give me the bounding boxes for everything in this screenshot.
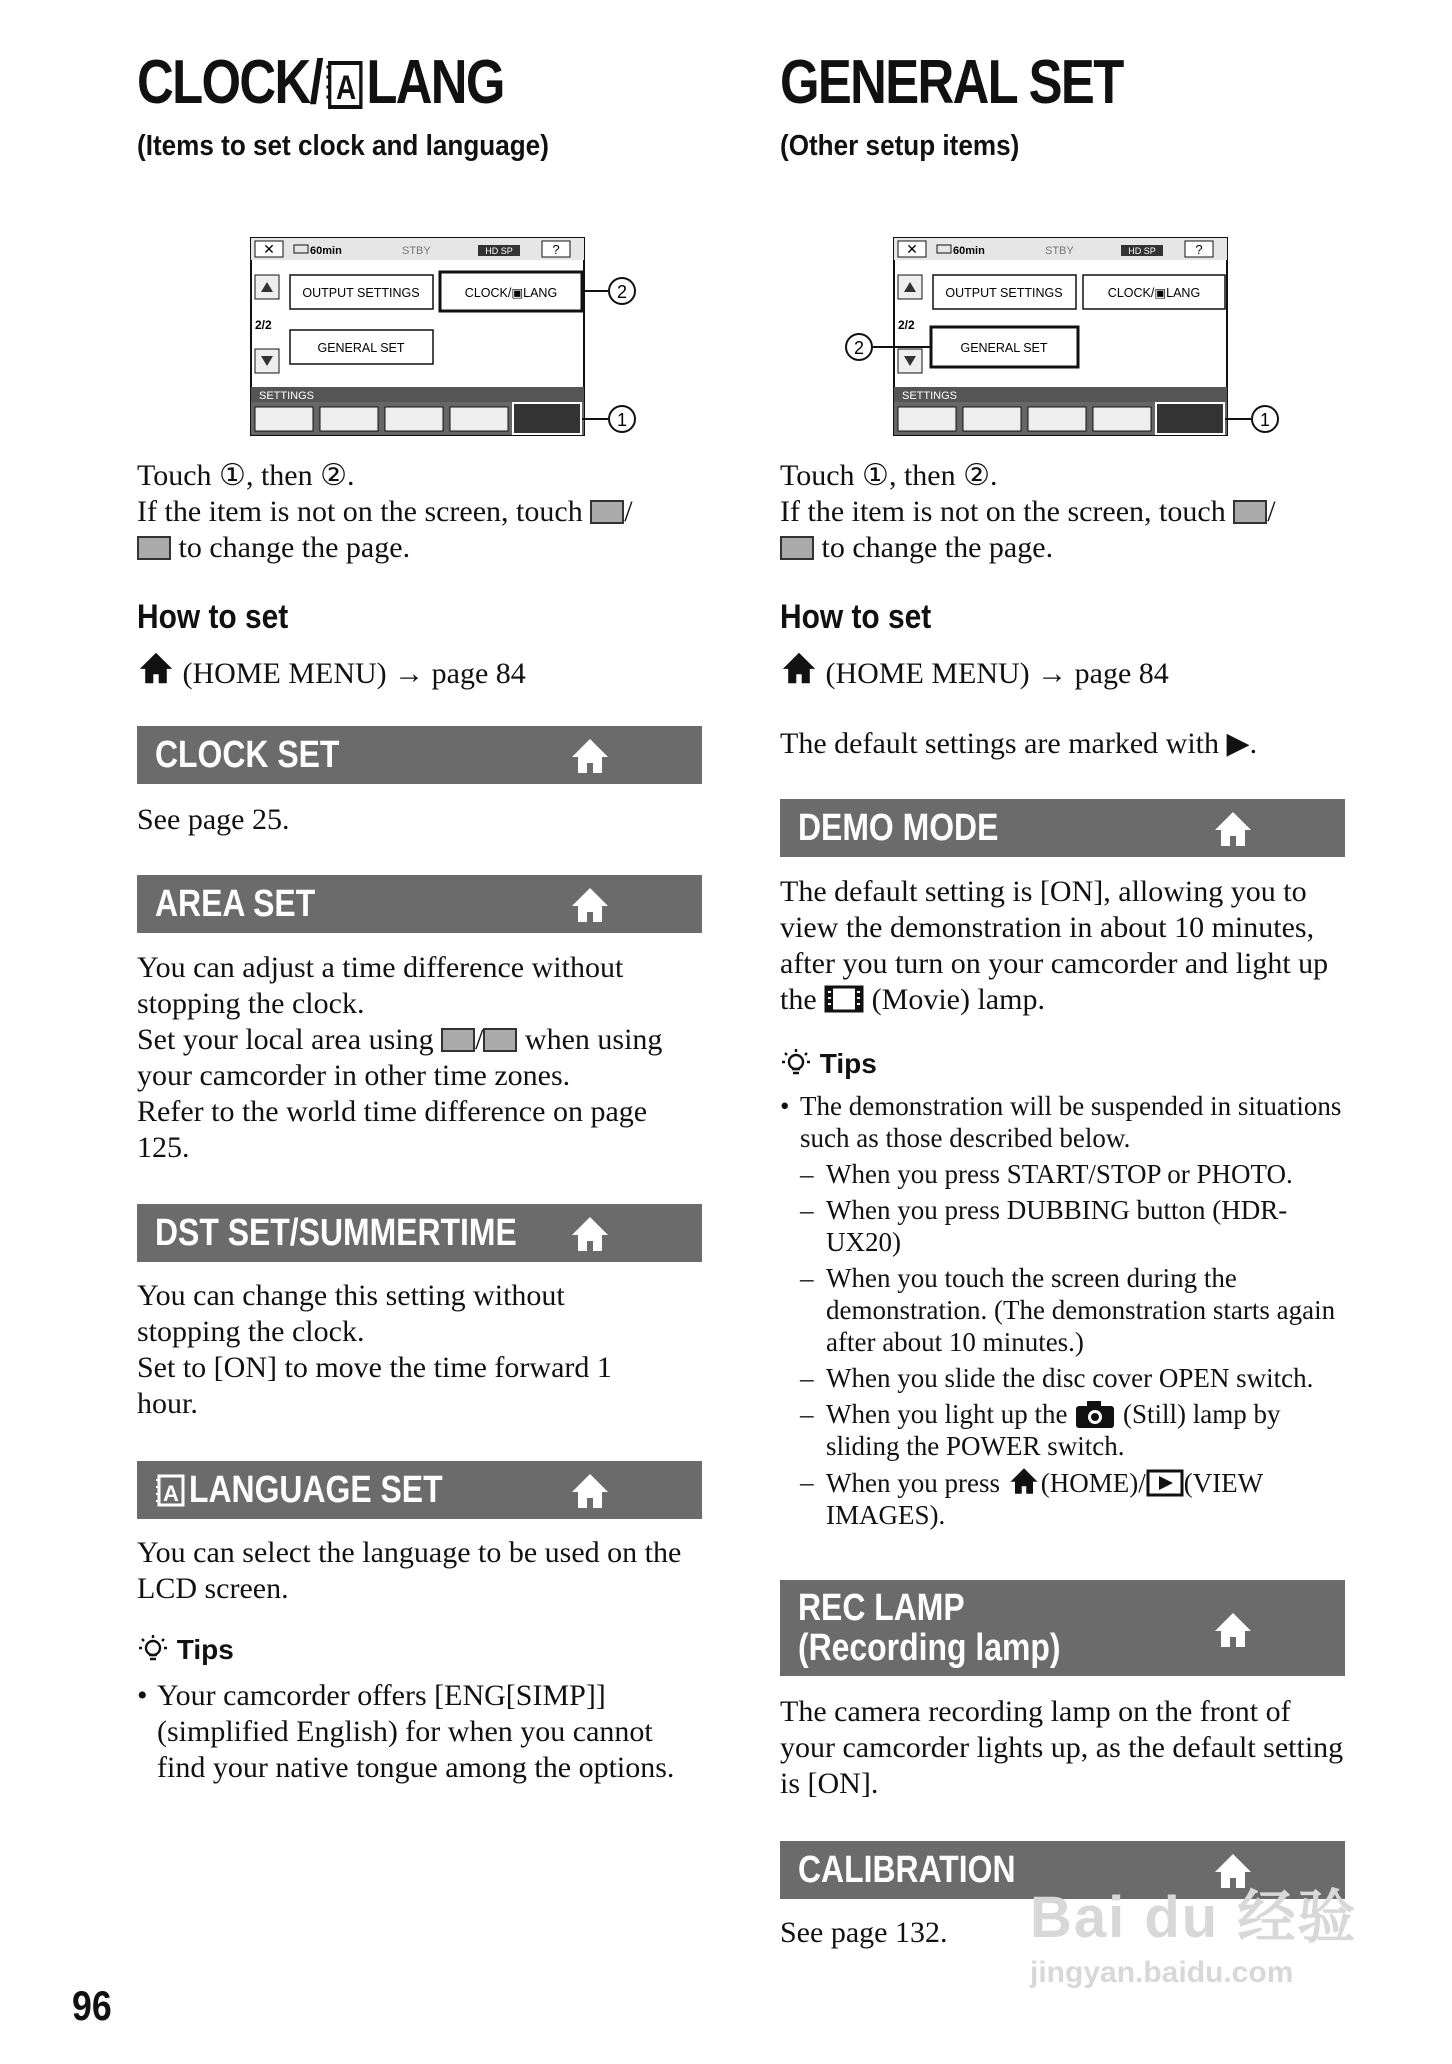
page-number: 96 [72,1982,112,2029]
svg-text:2/2: 2/2 [898,318,915,332]
touch-instruction [780,458,1345,566]
default-note: The default settings are marked with ▶. [780,727,1258,760]
home-menu-ref [137,650,526,692]
page-line-b: to change the page. [178,531,411,564]
home-icon [570,1471,610,1511]
svg-text:?: ? [552,242,560,257]
calibration-text: See page 132. [780,1916,948,1949]
rec-lamp-text: The camera recording lamp on the front of your camcorder lights up, as the default setting is [ON]. [780,1695,1344,1800]
watermark [1030,1870,1357,1990]
section-title-calibration: CALIBRATION [798,1849,1016,1891]
watermark-url: jingyan.baidu.com [1030,1956,1294,1989]
svg-text:CLOCK/▣LANG: CLOCK/▣LANG [464,286,558,300]
page-change-line-2 [137,530,702,566]
home-icon [137,650,175,686]
list-item [137,1678,697,1786]
page-change-line: If the item is not on the screen, touch / [780,495,1276,528]
tip-intro: The demonstration will be suspended in situations such as those described below. [800,1091,1342,1153]
dash: – [800,1467,814,1497]
svg-text:1: 1 [1259,410,1271,430]
page-title-general-set: GENERAL SET [780,48,1123,117]
clock-set-text: See page 25. [137,803,290,836]
home-icon [1007,1466,1041,1496]
lightbulb-icon [137,1633,169,1665]
svg-text:1: 1 [616,410,628,430]
dash: – [800,1363,814,1393]
svg-text:60min: 60min [953,245,985,257]
section-bar-language-set [137,1461,702,1519]
svg-text:OUTPUT SETTINGS: OUTPUT SETTINGS [302,286,420,300]
area-set-text-c: Refer to the world time difference on page 125. [137,1095,648,1164]
tip-home-post: (VIEW IMAGES). [826,1468,1263,1530]
svg-text:?: ? [1195,242,1203,257]
home-icon [1213,809,1253,849]
section-bar-dst-set [137,1204,702,1262]
svg-text:✕: ✕ [263,241,275,257]
svg-text:HD SP: HD SP [485,246,513,256]
tip-item: When you press START/STOP or PHOTO. [826,1159,1293,1189]
page-title-clock-lang [137,48,504,117]
language-a-icon [155,1473,185,1507]
lcd-screen-svg [250,237,650,437]
touch-line: Touch ①, then ②. [137,459,355,492]
home-icon [780,650,818,686]
tip-still-pre: When you light up the [826,1399,1068,1429]
list-item [780,1194,1345,1258]
page-change-line: If the item is not on the screen, touch / [137,495,633,528]
section-title-demo-mode: DEMO MODE [798,807,999,849]
watermark-brand: Bai du 经验 [1030,1885,1358,1950]
home-menu-ref-text: (HOME MENU) → page 84 [182,657,526,690]
how-to-set-heading: How to set [137,598,289,636]
section-bar-clock-set [137,726,702,784]
dash: – [800,1195,814,1225]
down-arrow-key-icon [780,536,814,560]
section-title-clock-set: CLOCK SET [155,734,340,776]
svg-text:STBY: STBY [1045,245,1074,257]
list-item [780,1090,1345,1154]
dash: – [800,1399,814,1429]
tip-home-pre: When you press [826,1468,1000,1498]
area-set-text-b-post: when using your camcorder in other time zones. [137,1023,663,1092]
svg-text:GENERAL SET: GENERAL SET [317,341,405,355]
area-set-text [137,950,702,1166]
section-title-area-set: AREA SET [155,883,316,925]
lcd-screen-illustration [840,237,1271,437]
page-line-a: If the item is not on the screen, touch [137,495,583,528]
svg-text:✕: ✕ [906,241,918,257]
tip-text: Your camcorder offers [ENG[SIMP]] (simplified English) for when you cannot find your native tongue among the options. [157,1679,675,1784]
up-arrow-key-icon [1233,500,1267,524]
home-icon [570,736,610,776]
svg-text:GENERAL SET: GENERAL SET [960,341,1048,355]
movie-film-icon [824,985,864,1013]
page-line-b: to change the page. [821,531,1054,564]
title-lang-text: LANG [366,48,504,117]
up-arrow-key-icon [441,1028,475,1052]
dash: – [800,1263,814,1293]
bullet: • [137,1679,148,1712]
bullet: • [780,1091,790,1121]
demo-mode-text-pre: The default setting is [ON], allowing you to view the demonstration in about 10 minutes, after you turn on your camcorder and light up the [780,875,1329,1016]
area-set-text-b: Set your local area using / when using your camcorder in other time zones. [137,1023,663,1092]
down-arrow-key-icon [137,536,171,560]
lcd-screen-illustration [250,237,628,437]
svg-text:2: 2 [616,282,628,302]
svg-text:STBY: STBY [402,245,431,257]
view-images-icon [1146,1469,1184,1497]
home-icon [570,885,610,925]
list-item [780,1362,1345,1394]
lightbulb-icon [780,1047,812,1079]
area-set-text-a: You can adjust a time difference without stopping the clock. [137,951,624,1020]
svg-text:SETTINGS: SETTINGS [259,390,315,402]
home-icon [570,1214,610,1254]
home-menu-ref [780,650,1169,692]
how-to-set-heading: How to set [780,598,932,636]
svg-text:OUTPUT SETTINGS: OUTPUT SETTINGS [945,286,1063,300]
tips-label: Tips [819,1048,877,1079]
svg-text:CLOCK/▣LANG: CLOCK/▣LANG [1107,286,1201,300]
svg-text:A: A [335,68,355,107]
svg-text:SETTINGS: SETTINGS [902,390,958,402]
tip-still-post: (Still) lamp by sliding the POWER switch. [826,1399,1281,1461]
svg-text:A: A [163,1481,179,1506]
tips-heading [137,1633,234,1666]
demo-mode-text-post: (Movie) lamp. [871,983,1045,1016]
camera-icon [1074,1399,1116,1429]
demo-mode-text [780,874,1345,1018]
language-set-text: You can select the language to be used on the LCD screen. [137,1536,682,1605]
subtitle: (Items to set clock and language) [137,130,549,162]
subtitle: (Other setup items) [780,130,1020,162]
list-item [780,1466,1345,1531]
touch-line: Touch ①, then ②. [780,459,998,492]
section-title-dst-set: DST SET/SUMMERTIME [155,1212,517,1254]
page-line-a: If the item is not on the screen, touch [780,495,1226,528]
svg-text:HD SP: HD SP [1128,246,1156,256]
dst-set-text: You can change this setting without stopping the clock. Set to [ON] to move the time forward 1 hour. [137,1279,612,1420]
page-change-line-2 [780,530,1345,566]
list-item [780,1398,1345,1462]
dash: – [800,1159,814,1189]
svg-text:60min: 60min [310,245,342,257]
home-menu-ref-text: (HOME MENU) → page 84 [825,657,1169,690]
tip-home-mid: (HOME)/ [1040,1468,1146,1498]
area-set-text-b-pre: Set your local area using [137,1023,434,1056]
tips-label: Tips [176,1634,234,1665]
tips-heading [780,1047,877,1080]
section-bar-area-set [137,875,702,933]
title-clock-text: CLOCK/ [137,48,323,117]
up-arrow-key-icon [590,500,624,524]
section-title-rec-lamp: REC LAMP (Recording lamp) [798,1587,1061,1669]
tips-list [137,1678,697,1786]
lcd-screen-svg [840,237,1271,437]
tip-item: When you touch the screen during the demonstration. (The demonstration starts again after about 10 minutes.) [826,1263,1336,1357]
touch-instruction [137,458,702,566]
tips-list [780,1090,1345,1531]
home-icon [1213,1610,1253,1650]
section-bar-demo-mode [780,799,1345,857]
language-a-icon [325,57,363,109]
tip-item: When you press DUBBING button (HDR-UX20) [826,1195,1288,1257]
list-item [780,1262,1345,1358]
tip-item: When you slide the disc cover OPEN switch. [826,1363,1314,1393]
svg-text:2: 2 [853,338,865,358]
down-arrow-key-icon [483,1028,517,1052]
section-bar-rec-lamp [780,1580,1345,1676]
section-title-language-set: LANGUAGE SET [189,1469,443,1511]
svg-text:2/2: 2/2 [255,318,272,332]
list-item [780,1158,1345,1190]
